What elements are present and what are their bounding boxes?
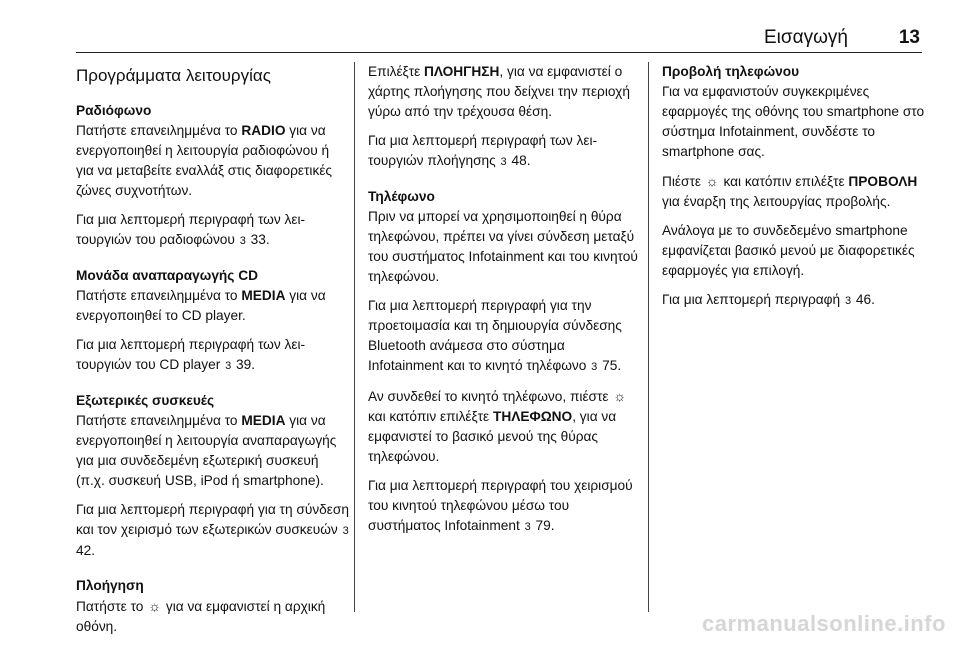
paragraph: Πιέστε ☼ και κατόπιν επιλέξτε ΠΡΟΒΟΛΗ για έναρξη της λειτουργίας προβολής. (662, 173, 918, 209)
page-reference: 39. (236, 357, 256, 372)
paragraph: Για μια λεπτομερή περιγραφή για την προετοιμασία και τη δημιουργία σύνδεσης Bluetooth ανάμεσα στο σύστημα Infotainment και το κινητό τηλέφωνο 3 75. (368, 298, 622, 373)
subheading-navigation: Πλοήγηση (76, 578, 144, 593)
column-divider (354, 62, 355, 612)
column-2 (368, 62, 642, 552)
section-phone (368, 187, 642, 537)
reference-arrow-icon: 3 (500, 156, 507, 168)
reference-arrow-icon: 3 (844, 295, 852, 307)
paragraph: Πατήστε επανειλημμένα το MEDIA για να ενεργοποιηθεί η λειτουργία αναπαραγωγής για μια συνδεδεμένη εξωτερική συσκευή (π.χ. συσκευή USB, iPod ή smartphone). (76, 413, 337, 488)
column-1 (76, 62, 350, 652)
section-title: Εισαγωγή (763, 27, 848, 48)
section-navigation-continued (368, 62, 642, 172)
subheading-cd: Μονάδα αναπαραγωγής CD (76, 268, 258, 283)
paragraph: Για μια λεπτομερή περιγραφή των λειτουργιών του CD player 3 39. (76, 337, 306, 372)
home-icon: ☼ (148, 598, 162, 614)
paragraph: Για μια λεπτομερή περιγραφή 3 46. (662, 292, 875, 307)
reference-arrow-icon: 3 (239, 235, 246, 247)
paragraph: Ανάλογα με το συνδεδεμένο smartphone εμφανίζεται βασικό μενού με διαφορετικές εφαρμογές για επιλογή. (662, 223, 915, 278)
column-divider (648, 62, 649, 612)
page-reference: 42. (76, 543, 96, 558)
key-label: ΠΡΟΒΟΛΗ (848, 174, 918, 189)
reference-arrow-icon: 3 (524, 521, 531, 533)
key-label: RADIO (241, 123, 286, 138)
watermark: carmanualsonline.info (702, 611, 946, 636)
key-label: MEDIA (241, 288, 286, 303)
key-label: ΠΛΟΗΓΗΣΗ (424, 64, 500, 79)
home-icon: ☼ (705, 173, 719, 189)
page-number: 13 (898, 27, 920, 48)
page-heading: Προγράμματα λειτουργίας (76, 66, 271, 85)
page-reference: 46. (855, 292, 875, 307)
reference-arrow-icon: 3 (225, 360, 232, 372)
paragraph: Επιλέξτε ΠΛΟΗΓΗΣΗ, για να εμφανιστεί ο χάρτης πλοήγησης που δείχνει την περιοχή γύρω από την τρέχουσα θέση. (368, 64, 630, 119)
page-reference: 48. (511, 153, 531, 168)
reference-arrow-icon: 3 (591, 361, 598, 373)
key-label: ΤΗΛΕΦΩΝΟ (492, 409, 573, 424)
paragraph: Πριν να μπορεί να χρησιμοποιηθεί η θύρα τηλεφώνου, πρέπει να γίνει σύνδεση μεταξύ του συστήματος Infotainment και του κινητού τηλεφώνου. (368, 209, 638, 284)
page-header (0, 0, 960, 52)
section-cd (76, 266, 350, 376)
paragraph: Πατήστε επανειλημμένα το MEDIA για να ενεργοποιηθεί το CD player. (76, 288, 326, 323)
paragraph: Πατήστε το ☼ για να εμφανιστεί η αρχική οθόνη. (76, 598, 326, 634)
key-label: MEDIA (241, 413, 286, 428)
page-reference: 79. (535, 518, 555, 533)
paragraph: Για να εμφανιστούν συγκεκριμένες εφαρμογές της οθόνης του smartphone στο σύστημα Infotainment, συνδέστε το smartphone σας. (662, 84, 925, 159)
page-reference: 33. (250, 232, 270, 247)
paragraph: Αν συνδεθεί το κινητό τηλέφωνο, πιέστε ☼ και κατόπιν επιλέξτε ΤΗΛΕΦΩΝΟ, για να εμφανιστεί το βασικό μενού της θύρας τηλεφώνου. (368, 388, 627, 464)
home-icon: ☼ (613, 388, 627, 404)
header-divider (76, 52, 922, 53)
section-navigation (76, 576, 350, 637)
subheading-phone: Τηλέφωνο (368, 189, 435, 204)
reference-arrow-icon: 3 (342, 525, 349, 537)
paragraph: Για μια λεπτομερή περιγραφή των λειτουργιών πλοήγησης 3 48. (368, 133, 598, 168)
column-3 (662, 62, 936, 326)
subheading-external-devices: Εξωτερικές συσκευές (76, 393, 215, 408)
paragraph: Πατήστε επανειλημμένα το RADIO για να ενεργοποιηθεί η λειτουργία ραδιοφώνου ή για να μεταβείτε εναλλάξ στις διαφορετικές ζώνες συχνοτήτων. (76, 123, 333, 198)
subheading-radio: Ραδιόφωνο (76, 103, 152, 118)
subheading-phone-projection: Προβολή τηλεφώνου (662, 64, 800, 79)
section-phone-projection (662, 62, 936, 311)
page-reference: 75. (602, 358, 622, 373)
section-radio (76, 101, 350, 251)
section-external-devices (76, 391, 350, 561)
paragraph: Για μια λεπτομερή περιγραφή του χειρισμού του κινητού τηλεφώνου μέσω του συστήματος Infotainment 3 79. (368, 478, 633, 533)
paragraph: Για μια λεπτομερή περιγραφή των λειτουργιών του ραδιοφώνου 3 33. (76, 212, 306, 247)
paragraph: Για μια λεπτομερή περιγραφή για τη σύνδεση και τον χειρισμό των εξωτερικών συσκευών 3 42. (76, 502, 349, 558)
